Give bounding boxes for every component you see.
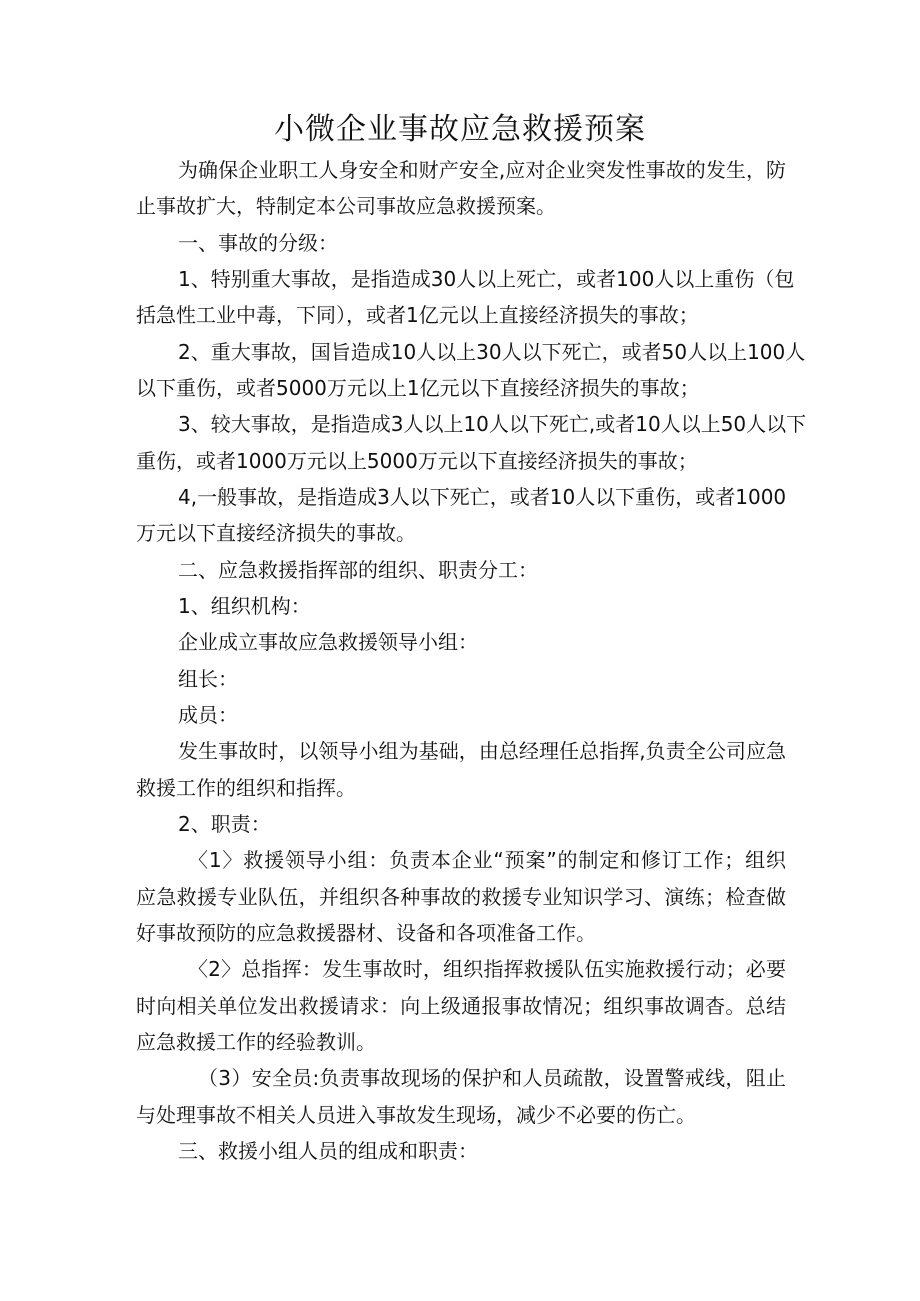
paragraph-line: 万元以下直接经济损失的事故。 (136, 521, 416, 545)
paragraph-line: 3、较大事故，是指造成3人以上10人以下死亡,或者10人以上50人以下 (178, 412, 807, 436)
paragraph-line: 为确保企业职工人身安全和财产安全,应对企业突发性事故的发生，防 (178, 158, 786, 182)
paragraph-line: 救援工作的组织和指挥。 (136, 776, 356, 800)
paragraph-line: 成员： (178, 703, 238, 727)
paragraph-line: 应急救援工作的经验教训。 (136, 1030, 376, 1054)
paragraph-line: 组长： (178, 667, 238, 691)
section-heading: 二、应急救援指挥部的组织、职责分工： (178, 558, 538, 582)
paragraph-line: 与处理事故不相关人员进入事故发生现场，减少不必要的伤亡。 (136, 1103, 696, 1127)
paragraph-line: 以下重伤，或者5000万元以上1亿元以下直接经济损失的事故； (136, 376, 700, 400)
document-title: 小微企业事故应急救援预案 (274, 112, 646, 147)
paragraph-line: 企业成立事故应急救援领导小组： (178, 630, 478, 654)
paragraph-line: 止事故扩大，特制定本公司事故应急救援预案。 (136, 194, 556, 218)
section-heading: 三、救援小组人员的组成和职责： (178, 1139, 478, 1163)
paragraph-line: 〈1〉救援领导小组：负责本企业“预案”的制定和修订工作；组织 (188, 848, 786, 872)
paragraph-line: 〈2〉总指挥：发生事故时，组织指挥救援队伍实施救援行动；必要 (188, 957, 786, 981)
paragraph-line: 好事故预防的应急救援器材、设备和各项准备工作。 (136, 921, 596, 945)
paragraph-line: 重伤，或者1000万元以上5000万元以下直接经济损失的事故； (136, 449, 698, 473)
paragraph-line: 应急救援专业队伍，并组织各种事故的救援专业知识学习、演练；检查做 (136, 885, 786, 909)
paragraph-line: 时向相关单位发出救援请求：向上级通报事故情况；组织事故调杳。总结 (136, 994, 786, 1018)
paragraph-line: 4,一般事故，是指造成3人以下死亡，或者10人以下重伤，或者1000 (178, 485, 787, 509)
paragraph-line: 2、职责： (178, 812, 271, 836)
paragraph-line: 1、组织机构： (178, 594, 311, 618)
paragraph-line: （3）安全员:负责事故现场的保护和人员疏散，设置警戒线，阻止 (198, 1066, 786, 1090)
section-heading: 一、事故的分级： (178, 231, 338, 255)
paragraph-line: 2、重大事故，国旨造成10人以上30人以下死亡，或者50人以上100人 (178, 340, 806, 364)
paragraph-line: 发生事故时，以领导小组为基础，由总经理任总指挥,负责全公司应急 (178, 739, 786, 763)
paragraph-line: 括急性工业中毒，下同），或者1亿元以上直接经济损失的事故； (136, 303, 699, 327)
paragraph-line: 1、特别重大事故，是指造成30人以上死亡，或者100人以上重伤（包 (178, 267, 795, 291)
